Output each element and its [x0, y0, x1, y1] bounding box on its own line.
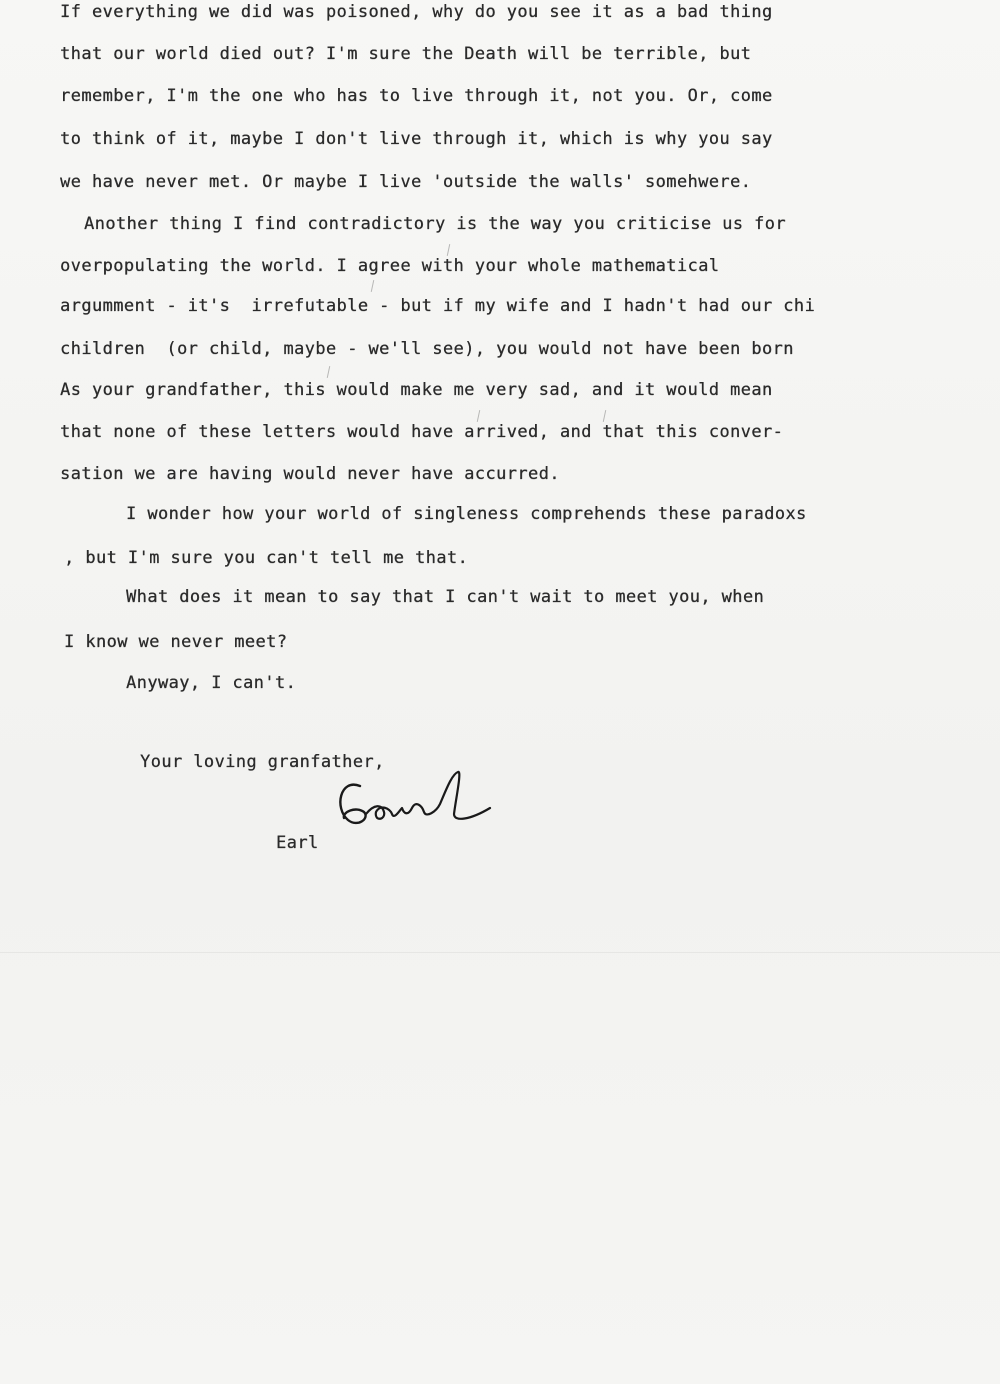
letter-line: I know we never meet? [64, 632, 288, 652]
paper-fold [0, 952, 1000, 953]
pen-mark [371, 280, 374, 292]
letter-line: that none of these letters would have arrived, and that this conver- [60, 422, 784, 442]
pen-mark [477, 410, 480, 422]
letter-line: argumment - it's irrefutable - but if my wife and I hadn't had our chi [60, 296, 816, 316]
pen-mark [447, 244, 450, 256]
letter-line: overpopulating the world. I agree with your whole mathematical [60, 256, 720, 276]
letter-line: to think of it, maybe I don't live through it, which is why you say [60, 129, 773, 149]
pen-mark [327, 366, 330, 378]
letter-line: sation we are having would never have accurred. [60, 464, 560, 484]
letter-line: , but I'm sure you can't tell me that. [64, 548, 469, 568]
letter-line: What does it mean to say that I can't wait to meet you, when [126, 587, 765, 607]
letter-line: Another thing I find contradictory is the way you criticise us for [84, 214, 786, 234]
letter-line: If everything we did was poisoned, why do you see it as a bad thing [60, 2, 773, 22]
letter-line: children (or child, maybe - we'll see), you would not have been born [60, 339, 794, 359]
letter-line: remember, I'm the one who has to live through it, not you. Or, come [60, 86, 773, 106]
letter-line: that our world died out? I'm sure the Death will be terrible, but [60, 44, 752, 64]
handwritten-signature [330, 768, 500, 840]
closing-line: Your loving granfather, [140, 752, 385, 772]
letter-line: we have never met. Or maybe I live 'outside the walls' somehwere. [60, 172, 752, 192]
letter-line: I wonder how your world of singleness comprehends these paradoxs [126, 504, 807, 524]
pen-mark [603, 410, 606, 422]
typed-name: Earl [276, 833, 319, 853]
letter-line: As your grandfather, this would make me very sad, and it would mean [60, 380, 773, 400]
letter-line: Anyway, I can't. [126, 673, 297, 693]
